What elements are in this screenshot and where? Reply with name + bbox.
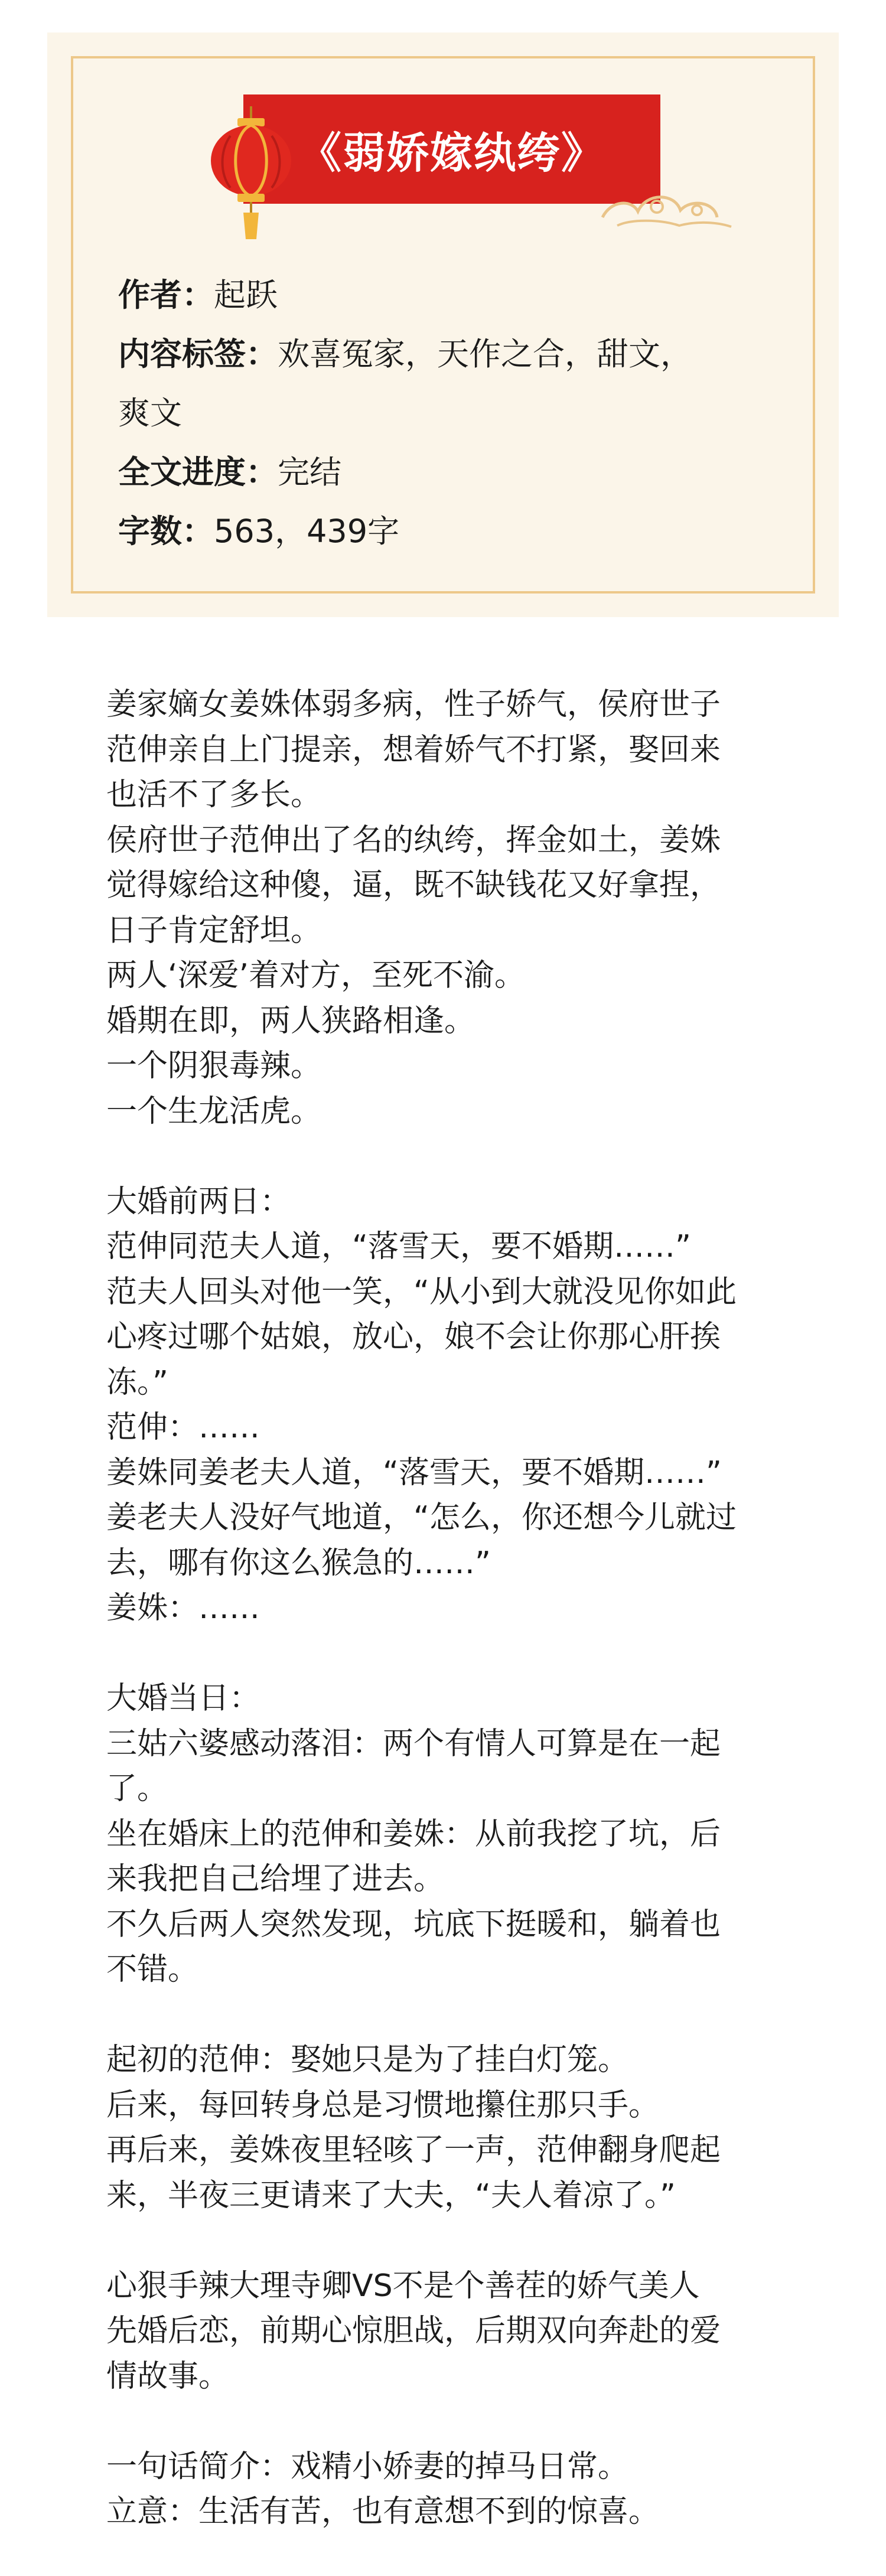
synopsis-line: 一个阴狠毒辣。 [106, 1048, 322, 1084]
book-title: 《弱娇嫁纨绔》 [298, 128, 605, 178]
blank-line [106, 2399, 800, 2444]
synopsis-line: 去，哪有你这么猴急的……” [106, 1545, 491, 1581]
blank-line [106, 2218, 800, 2264]
synopsis-line: 后来，每回转身总是习惯地攥住那只手。 [106, 2087, 660, 2123]
wordcount-value: 563，439字 [214, 513, 400, 550]
synopsis-line: 范伸同范夫人道，“落雪天，要不婚期……” [106, 1229, 691, 1264]
synopsis-line: 来，半夜三更请来了大夫，“夫人着凉了。” [106, 2177, 676, 2213]
synopsis-line: 也活不了多长。 [106, 777, 322, 813]
synopsis-line: 来我把自己给埋了进去。 [106, 1861, 445, 1897]
synopsis-line: 侯府世子范伸出了名的纨绔，挥金如土，姜姝 [106, 822, 721, 858]
synopsis-line: 不久后两人突然发现，坑底下挺暖和，躺着也 [106, 1906, 721, 1942]
synopsis-line: 范伸亲自上门提亲，想着娇气不打紧，娶回来 [106, 732, 721, 768]
synopsis-line: 姜姝同姜老夫人道，“落雪天，要不婚期……” [106, 1455, 722, 1491]
author-row [118, 266, 815, 325]
synopsis-line: 姜家嫡女姜姝体弱多病，性子娇气，侯府世子 [106, 687, 721, 722]
synopsis-line: 冻。” [106, 1364, 168, 1400]
synopsis-line: 立意：生活有苦，也有意想不到的惊喜。 [106, 2494, 660, 2529]
book-info-card [47, 32, 839, 617]
synopsis-line: 范伸：…… [106, 1410, 260, 1445]
synopsis-line: 了。 [106, 1771, 168, 1807]
wordcount-label: 字数： [118, 513, 214, 550]
synopsis-line: 一个生龙活虎。 [106, 1093, 322, 1129]
tags-row [118, 325, 815, 384]
progress-value: 完结 [278, 454, 341, 491]
synopsis-line: 三姑六婆感动落泪：两个有情人可算是在一起 [106, 1726, 721, 1762]
tags-label: 内容标签： [118, 335, 278, 373]
tags-row-continued [118, 384, 815, 443]
synopsis-line: 觉得嫁给这种傻，逼，既不缺钱花又好拿捏， [106, 868, 721, 903]
tags-value-line1: 欢喜冤家，天作之合，甜文， [278, 335, 692, 373]
synopsis-line: 不错。 [106, 1952, 199, 1987]
book-meta [118, 266, 815, 561]
progress-row [118, 443, 815, 502]
synopsis-line: 再后来，姜姝夜里轻咳了一声，范伸翻身爬起 [106, 2132, 721, 2168]
synopsis-line: 姜姝：…… [106, 1590, 260, 1626]
synopsis-line: 日子肯定舒坦。 [106, 912, 322, 948]
synopsis-line: 先婚后恋，前期心惊胆战，后期双向奔赴的爱 [106, 2313, 721, 2349]
lantern-icon [207, 106, 295, 242]
synopsis-line: 一句话简介：戏精小娇妻的掉马日常。 [106, 2448, 629, 2484]
synopsis-line: 大婚前两日： [106, 1183, 291, 1219]
synopsis-line: 情故事。 [106, 2358, 230, 2394]
synopsis-line: 起初的范伸：娶她只是为了挂白灯笼。 [106, 2042, 629, 2078]
synopsis-line: 两人‘深爱’着对方，至死不渝。 [106, 958, 526, 993]
synopsis-text [106, 682, 800, 2535]
blank-line [106, 1134, 800, 1179]
author-value: 起跃 [214, 276, 278, 314]
synopsis-line: 心狠手辣大理寺卿VS不是个善茬的娇气美人 [106, 2268, 700, 2304]
tags-value-line2: 爽文 [118, 394, 182, 432]
synopsis-line: 坐在婚床上的范伸和姜姝：从前我挖了坑，后 [106, 1816, 721, 1852]
blank-line [106, 1631, 800, 1677]
synopsis-line: 姜老夫人没好气地道，“怎么，你还想今儿就过 [106, 1500, 737, 1535]
synopsis-line: 心疼过哪个姑娘，放心，娘不会让你那心肝挨 [106, 1319, 721, 1355]
synopsis-line: 范夫人回头对他一笑，“从小到大就没见你如此 [106, 1274, 737, 1310]
author-label: 作者： [118, 276, 214, 314]
blank-line [106, 1993, 800, 2038]
cloud-ornament-icon [597, 171, 735, 230]
synopsis-line: 大婚当日： [106, 1681, 260, 1716]
progress-label: 全文进度： [118, 454, 278, 491]
synopsis-line: 婚期在即，两人狭路相逢。 [106, 1003, 475, 1039]
wordcount-row [118, 502, 815, 561]
